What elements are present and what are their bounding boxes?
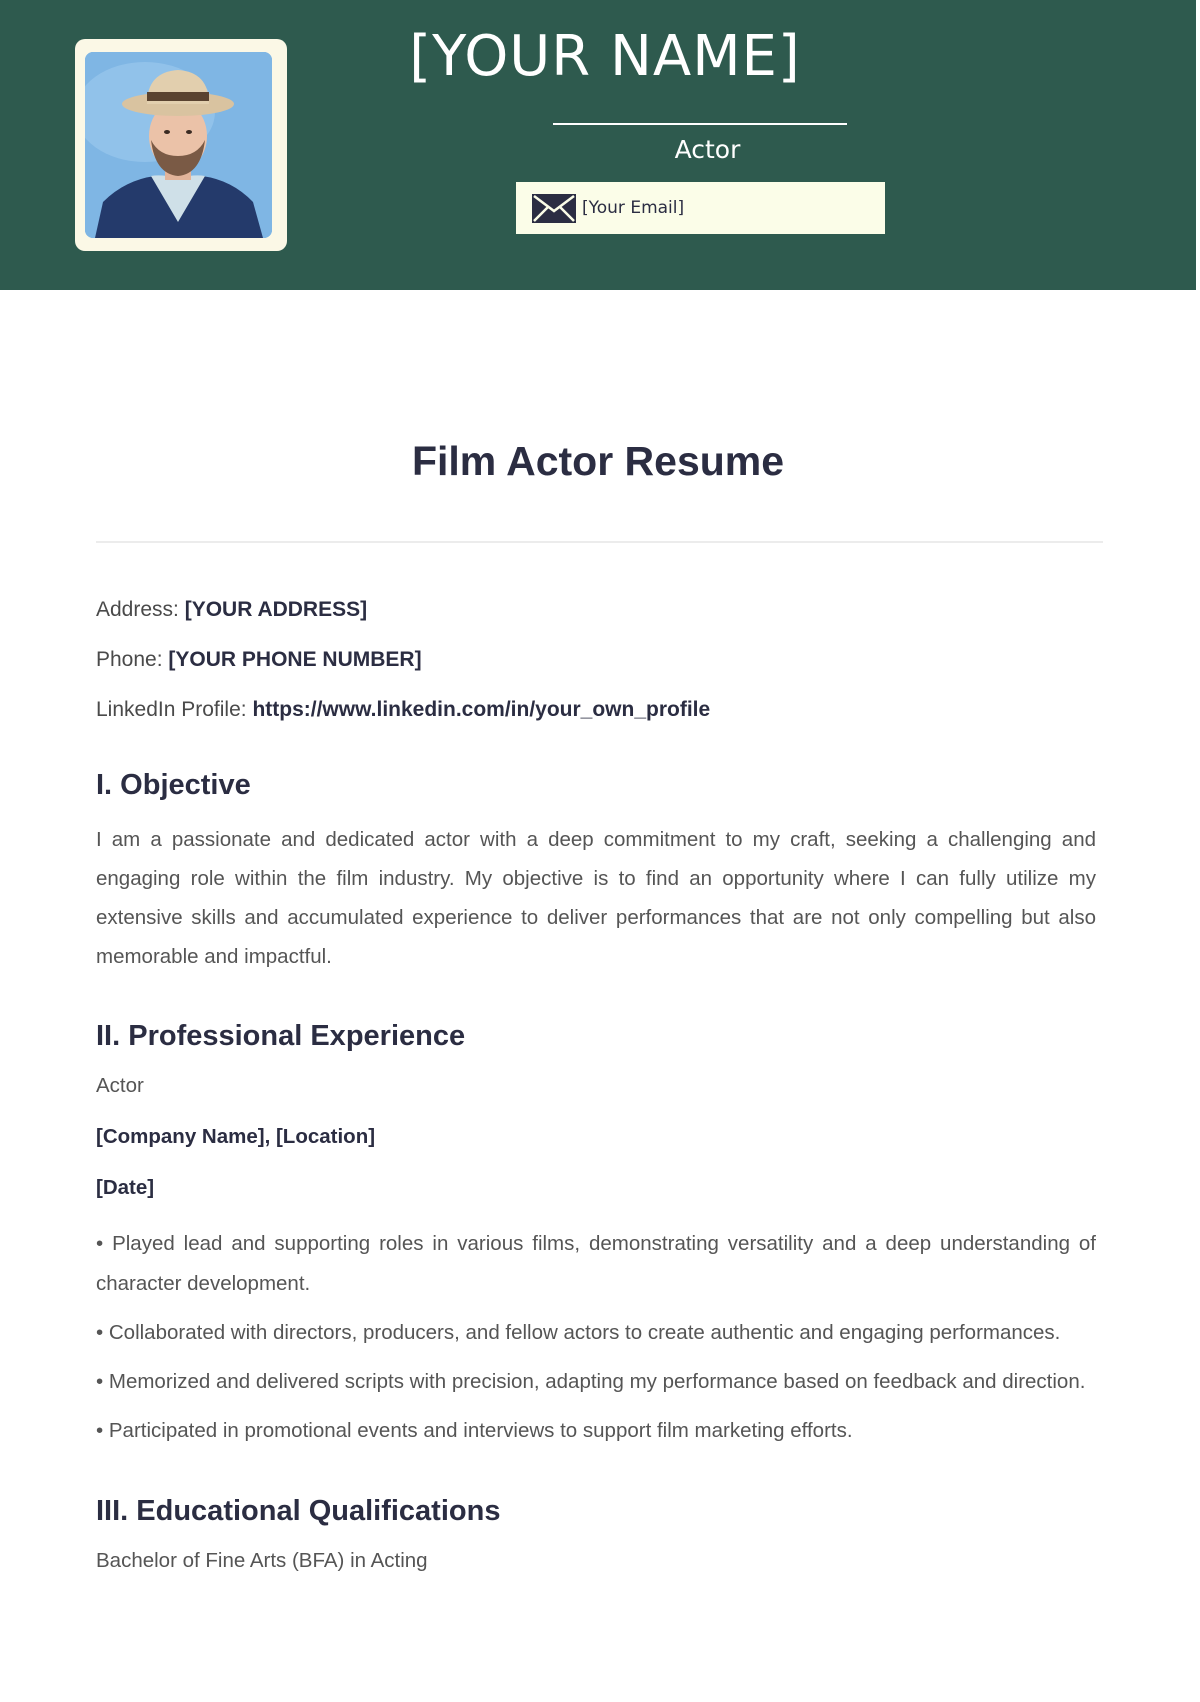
experience-company: [Company Name], [Location] [96, 1125, 376, 1148]
experience-heading: II. Professional Experience [96, 1020, 466, 1052]
linkedin-label: LinkedIn Profile: [96, 698, 247, 721]
experience-bullet: • Collaborated with directors, producers, and fellow actors to create authentic and engaging performances. [96, 1321, 1061, 1344]
name-underline [553, 123, 847, 125]
linkedin-line [96, 695, 1096, 725]
address-line [96, 595, 1096, 625]
phone-label: Phone: [96, 648, 163, 671]
education-heading: III. Educational Qualifications [96, 1495, 501, 1527]
candidate-name: [YOUR NAME] [409, 24, 801, 89]
profile-photo [85, 52, 272, 238]
portrait-illustration [85, 52, 272, 238]
experience-bullet: • Memorized and delivered scripts with precision, adapting my performance based on feedback and direction. [96, 1370, 1086, 1393]
header-banner [0, 0, 1196, 290]
address-value: [YOUR ADDRESS] [184, 598, 368, 621]
experience-bullet: • Played lead and supporting roles in various films, demonstrating versatility and a deep understanding of character development. [96, 1232, 1096, 1295]
resume-content [96, 595, 1096, 1597]
phone-line [96, 645, 1096, 675]
linkedin-link[interactable]: https://www.linkedin.com/in/your_own_profile [252, 698, 711, 721]
profile-photo-frame [75, 39, 287, 251]
objective-text: I am a passionate and dedicated actor with a deep commitment to my craft, seeking a challenging and engaging role within the film industry. My objective is to find an opportunity where I can fully utilize my extensive skills and accumulated experience to deliver performances that are not only compelling but also memorable and impactful. [96, 828, 1096, 968]
candidate-role: Actor [674, 135, 741, 164]
phone-value: [YOUR PHONE NUMBER] [168, 648, 422, 671]
experience-job-title: Actor [96, 1074, 144, 1097]
document-title: Film Actor Resume [411, 438, 785, 484]
experience-date: [Date] [96, 1176, 155, 1199]
envelope-icon [531, 193, 577, 224]
address-label: Address: [96, 598, 179, 621]
experience-bullet: • Participated in promotional events and interviews to support film marketing efforts. [96, 1419, 853, 1442]
email-box[interactable] [516, 182, 885, 234]
title-divider [96, 541, 1103, 543]
education-degree: Bachelor of Fine Arts (BFA) in Acting [96, 1549, 428, 1572]
email-text[interactable]: [Your Email] [582, 198, 685, 218]
objective-heading: I. Objective [96, 769, 251, 801]
